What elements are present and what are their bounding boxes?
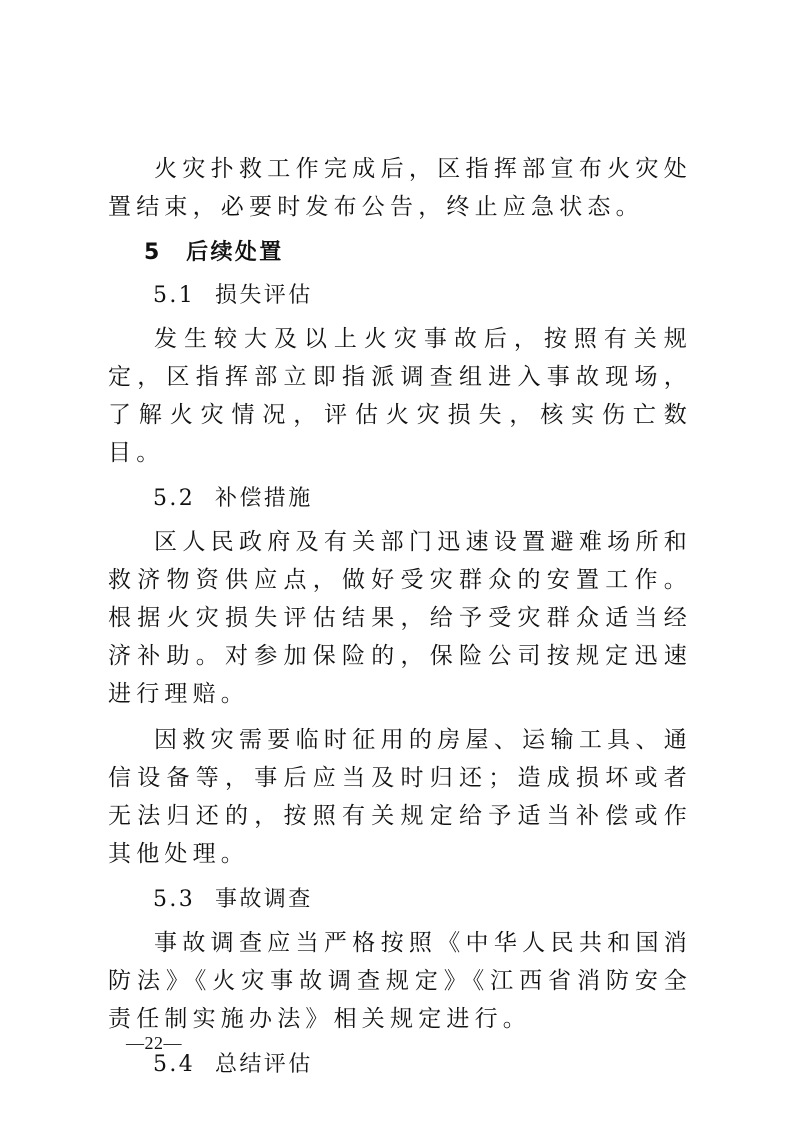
subsection-title: 事故调查	[215, 887, 313, 912]
subsection-title: 损失评估	[215, 283, 313, 308]
subsection-investigation	[108, 881, 692, 919]
paragraph-requisition-return: 因救灾需要临时征用的房屋、运输工具、通信设备等，事后应当及时归还；造成损坏或者无法归还的，按照有关规定给予适当补偿或作其他处理。	[108, 727, 692, 867]
subsection-compensation	[108, 480, 692, 518]
subsection-number: 5.3	[153, 887, 196, 912]
paragraph-loss-assessment: 发生较大及以上火灾事故后，按照有关规定，区指挥部立即指派调查组进入事故现场，了解火灾情况，评估火灾损失，核实伤亡数目。	[108, 326, 692, 466]
subsection-number: 5.2	[153, 486, 196, 511]
subsection-title: 补偿措施	[215, 486, 313, 511]
paragraph-investigation-rules: 事故调查应当严格按照《中华人民共和国消防法》《火灾事故调查规定》《江西省消防安全责任制实施办法》相关规定进行。	[108, 930, 692, 1032]
subsection-loss-assessment	[108, 277, 692, 315]
page-content	[108, 150, 692, 1089]
subsection-number: 5.1	[153, 283, 196, 308]
subsection-title: 总结评估	[215, 1052, 313, 1077]
page-number: —22—	[126, 1033, 182, 1053]
subsection-summary-evaluation	[108, 1046, 692, 1084]
paragraph-relief-supplies: 区人民政府及有关部门迅速设置避难场所和救济物资供应点，做好受灾群众的安置工作。根据火灾损失评估结果，给予受灾群众适当经济补助。对参加保险的，保险公司按规定迅速进行理赔。	[108, 529, 692, 707]
section-heading-follow-up: 5 后续处置	[144, 240, 284, 265]
subsection-number: 5.4	[153, 1052, 196, 1077]
paragraph-fire-response-end: 火灾扑救工作完成后，区指挥部宣布火灾处置结束，必要时发布公告，终止应急状态。	[108, 156, 692, 220]
